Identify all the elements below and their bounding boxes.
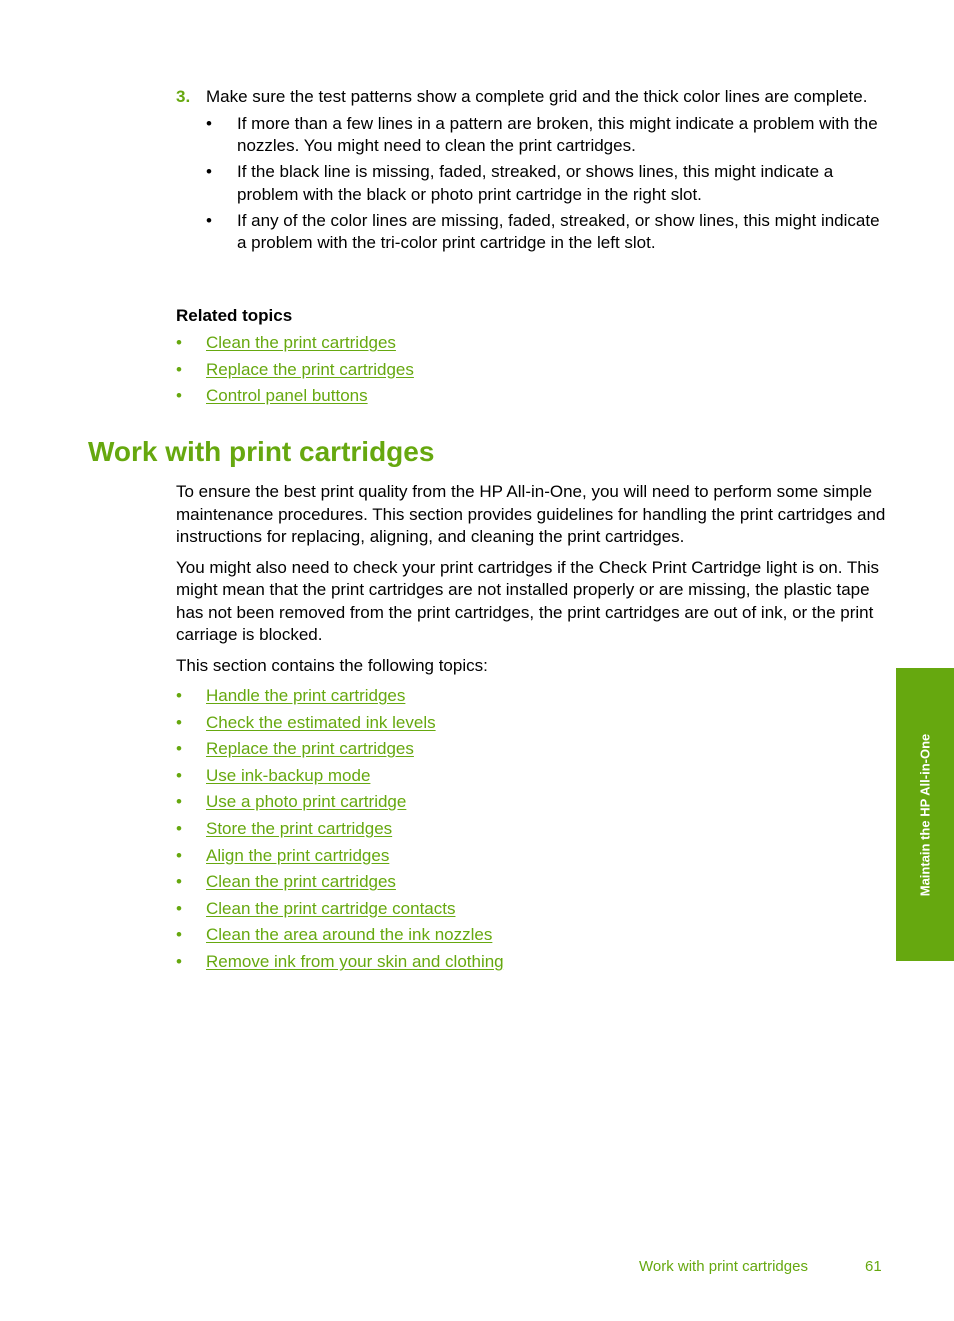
bullet-icon: • — [206, 162, 212, 181]
step-bullet-item — [206, 161, 888, 206]
list-item — [176, 738, 504, 765]
link-clean-ink-nozzle-area[interactable]: Clean the area around the ink nozzles — [206, 925, 493, 945]
link-clean-cartridge-contacts[interactable]: Clean the print cartridge contacts — [206, 898, 456, 918]
step-3 — [176, 86, 888, 258]
step-number: 3. — [176, 87, 191, 106]
bullet-icon: • — [176, 739, 182, 759]
bullet-icon: • — [176, 333, 182, 352]
list-item — [176, 765, 504, 792]
list-item — [176, 871, 504, 898]
link-control-panel-buttons[interactable]: Control panel buttons — [206, 386, 368, 406]
bullet-icon: • — [176, 386, 182, 406]
list-item — [176, 332, 414, 359]
link-check-ink-levels[interactable]: Check the estimated ink levels — [206, 712, 436, 732]
bullet-text: If any of the color lines are missing, faded, streaked, or show lines, this might indicate a problem with the tri-color print cartridge in the left slot. — [237, 210, 880, 252]
bullet-text: If more than a few lines in a pattern are broken, this might indicate a problem with the nozzles. You might need to clean the print cartridges. — [237, 113, 878, 155]
bullet-icon: • — [176, 359, 182, 379]
link-remove-ink-skin-clothing[interactable]: Remove ink from your skin and clothing — [206, 951, 504, 971]
list-item — [176, 791, 504, 818]
bullet-icon: • — [176, 792, 182, 812]
bullet-icon: • — [206, 113, 212, 133]
bullet-icon: • — [176, 686, 182, 705]
link-replace-print-cartridges[interactable]: Replace the print cartridges — [206, 739, 414, 759]
chapter-side-tab — [896, 668, 954, 961]
link-handle-print-cartridges[interactable]: Handle the print cartridges — [206, 686, 406, 705]
list-item — [176, 385, 414, 412]
bullet-icon: • — [176, 765, 182, 785]
section-intro — [176, 481, 888, 685]
bullet-text: If the black line is missing, faded, streaked, or shows lines, this might indicate a problem with the black or photo print cartridge in the right slot. — [237, 162, 834, 204]
bullet-icon: • — [176, 898, 182, 918]
list-item — [176, 685, 504, 712]
step-bullet-item — [206, 113, 888, 158]
link-align-print-cartridges[interactable]: Align the print cartridges — [206, 845, 390, 865]
bullet-icon: • — [176, 712, 182, 732]
bullet-icon: • — [176, 925, 182, 945]
list-item — [176, 924, 504, 951]
link-store-print-cartridges[interactable]: Store the print cartridges — [206, 818, 393, 838]
list-item — [176, 951, 504, 978]
bullet-icon: • — [176, 818, 182, 838]
link-photo-print-cartridge[interactable]: Use a photo print cartridge — [206, 792, 407, 812]
step-text: Make sure the test patterns show a complete grid and the thick color lines are complete. — [206, 87, 868, 106]
paragraph: You might also need to check your print cartridges if the Check Print Cartridge light is on. This might mean that the print cartridges are not installed properly or are missing, the plastic tape has not been removed from the print cartridges, the print cartridges are out of ink, or the print carriage is blocked. — [176, 557, 880, 644]
list-item — [176, 845, 504, 872]
link-clean-print-cartridges[interactable]: Clean the print cartridges — [206, 333, 396, 352]
list-item — [176, 359, 414, 386]
step-bullet-item — [206, 210, 888, 255]
link-clean-print-cartridges[interactable]: Clean the print cartridges — [206, 872, 396, 892]
link-ink-backup-mode[interactable]: Use ink-backup mode — [206, 765, 371, 785]
paragraph: To ensure the best print quality from the HP All-in-One, you will need to perform some simple maintenance procedures. This section provides guidelines for handling the print cartridges and instructions for replacing, aligning, and cleaning the print cartridges. — [176, 482, 886, 546]
bullet-icon: • — [176, 872, 182, 892]
list-item — [176, 712, 504, 739]
related-topics-list — [176, 332, 414, 412]
step-bullet-list — [206, 113, 888, 255]
bullet-icon: • — [176, 845, 182, 865]
section-title: Work with print cartridges — [88, 436, 435, 467]
paragraph: This section contains the following topics: — [176, 655, 488, 675]
list-item — [176, 818, 504, 845]
footer-page-number: 61 — [865, 1258, 882, 1275]
topics-list — [176, 685, 504, 978]
related-topics-heading: Related topics — [176, 306, 293, 325]
bullet-icon: • — [176, 951, 182, 971]
bullet-icon: • — [206, 210, 212, 230]
footer-section-title: Work with print cartridges — [639, 1258, 808, 1275]
side-tab-label: Maintain the HP All-in-One — [917, 733, 933, 896]
link-replace-print-cartridges[interactable]: Replace the print cartridges — [206, 359, 414, 379]
list-item — [176, 898, 504, 925]
